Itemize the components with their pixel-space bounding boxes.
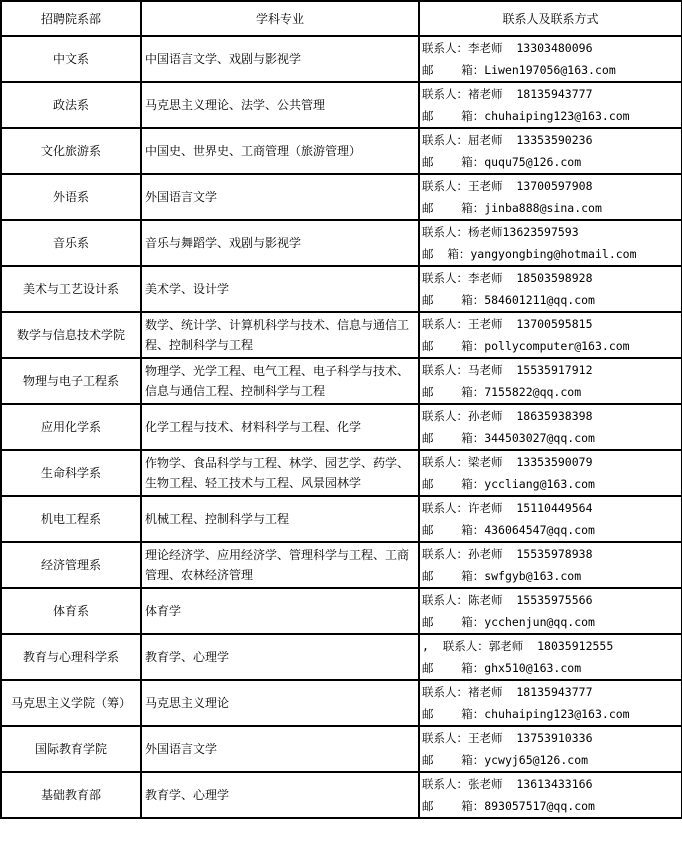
table-row [1, 680, 682, 726]
contact-person: 联系人：王老师 13700595815 [422, 317, 593, 331]
major-cell: 马克思主义理论 [141, 680, 419, 726]
dept-cell: 经济管理系 [1, 542, 141, 588]
contact-email: 邮 箱：ghx510@163.com [422, 661, 582, 675]
major-cell: 物理学、光学工程、电气工程、电子科学与技术、信息与通信工程、控制科学与工程 [141, 358, 419, 404]
contact-person: 联系人：王老师 13753910336 [422, 731, 593, 745]
contact-email: 邮 箱：584601211@qq.com [422, 293, 595, 307]
contact-email: 邮 箱：chuhaiping123@163.com [422, 109, 630, 123]
dept-cell: 文化旅游系 [1, 128, 141, 174]
table-row [1, 634, 682, 680]
dept-cell: 基础教育部 [1, 772, 141, 818]
contact-email: 邮 箱：swfgyb@163.com [422, 569, 582, 583]
contact-person: 联系人：褚老师 18135943777 [422, 685, 593, 699]
contact-cell [419, 680, 682, 726]
header-dept: 招聘院系部 [1, 1, 141, 36]
contact-email: 邮 箱：893057517@qq.com [422, 799, 595, 813]
table-row [1, 404, 682, 450]
dept-cell: 应用化学系 [1, 404, 141, 450]
contact-person: 联系人：屈老师 13353590236 [422, 133, 593, 147]
table-row [1, 82, 682, 128]
contact-person: 联系人：李老师 13303480096 [422, 41, 593, 55]
table-row [1, 772, 682, 818]
dept-cell: 机电工程系 [1, 496, 141, 542]
major-cell: 体育学 [141, 588, 419, 634]
contact-cell [419, 542, 682, 588]
contact-person: 联系人：杨老师13623597593 [422, 225, 579, 239]
table-row [1, 496, 682, 542]
header-row [1, 1, 682, 36]
contact-cell [419, 772, 682, 818]
contact-person: 联系人：马老师 15535917912 [422, 363, 593, 377]
major-cell: 美术学、设计学 [141, 266, 419, 312]
contact-email: 邮 箱：ycchenjun@qq.com [422, 615, 595, 629]
contact-cell [419, 266, 682, 312]
contact-email: 邮 箱：344503027@qq.com [422, 431, 595, 445]
table-row [1, 36, 682, 82]
contact-email: 邮 箱：Liwen197056@163.com [422, 63, 616, 77]
contact-person: 联系人：褚老师 18135943777 [422, 87, 593, 101]
major-cell: 中国语言文学、戏剧与影视学 [141, 36, 419, 82]
contact-cell [419, 450, 682, 496]
contact-email: 邮 箱：7155822@qq.com [422, 385, 582, 399]
header-major: 学科专业 [141, 1, 419, 36]
major-cell: 马克思主义理论、法学、公共管理 [141, 82, 419, 128]
table-row [1, 220, 682, 266]
contact-email: 邮 箱：ququ75@126.com [422, 155, 582, 169]
major-cell: 音乐与舞蹈学、戏剧与影视学 [141, 220, 419, 266]
contact-person: 联系人：陈老师 15535975566 [422, 593, 593, 607]
contact-cell [419, 36, 682, 82]
dept-cell: 体育系 [1, 588, 141, 634]
table-row [1, 542, 682, 588]
header-contact: 联系人及联系方式 [419, 1, 682, 36]
table-row [1, 726, 682, 772]
contact-person: 联系人：孙老师 18635938398 [422, 409, 593, 423]
major-cell: 机械工程、控制科学与工程 [141, 496, 419, 542]
dept-cell: 中文系 [1, 36, 141, 82]
contact-email: 邮 箱：jinba888@sina.com [422, 201, 602, 215]
contact-cell [419, 404, 682, 450]
contact-cell [419, 220, 682, 266]
contact-cell [419, 358, 682, 404]
major-cell: 作物学、食品科学与工程、林学、园艺学、药学、生物工程、轻工技术与工程、风景园林学 [141, 450, 419, 496]
contact-email: 邮 箱：yccliang@163.com [422, 477, 595, 491]
major-cell: 理论经济学、应用经济学、管理科学与工程、工商管理、农林经济管理 [141, 542, 419, 588]
contact-person: 联系人：张老师 13613433166 [422, 777, 593, 791]
contact-cell [419, 82, 682, 128]
dept-cell: 政法系 [1, 82, 141, 128]
major-cell: 中国史、世界史、工商管理（旅游管理） [141, 128, 419, 174]
contact-person: 联系人：李老师 18503598928 [422, 271, 593, 285]
dept-cell: 数学与信息技术学院 [1, 312, 141, 358]
table-row [1, 588, 682, 634]
dept-cell: 外语系 [1, 174, 141, 220]
contact-person: 联系人：梁老师 13353590079 [422, 455, 593, 469]
contact-email: 邮 箱：chuhaiping123@163.com [422, 707, 630, 721]
table-row [1, 266, 682, 312]
dept-cell: 马克思主义学院（筹） [1, 680, 141, 726]
major-cell: 化学工程与技术、材料科学与工程、化学 [141, 404, 419, 450]
table-row [1, 128, 682, 174]
table-row [1, 312, 682, 358]
contact-person: 联系人：王老师 13700597908 [422, 179, 593, 193]
table-row [1, 450, 682, 496]
dept-cell: 物理与电子工程系 [1, 358, 141, 404]
dept-cell: 生命科学系 [1, 450, 141, 496]
contact-person: , 联系人：郭老师 18035912555 [422, 639, 614, 653]
contact-cell [419, 174, 682, 220]
contact-cell [419, 634, 682, 680]
dept-cell: 国际教育学院 [1, 726, 141, 772]
contact-email: 邮 箱：yangyongbing@hotmail.com [422, 247, 637, 261]
major-cell: 教育学、心理学 [141, 634, 419, 680]
contact-person: 联系人：许老师 15110449564 [422, 501, 593, 515]
contact-person: 联系人：孙老师 15535978938 [422, 547, 593, 561]
contact-email: 邮 箱：436064547@qq.com [422, 523, 595, 537]
contact-cell [419, 588, 682, 634]
contact-email: 邮 箱：pollycomputer@163.com [422, 339, 630, 353]
contact-cell [419, 312, 682, 358]
dept-cell: 教育与心理科学系 [1, 634, 141, 680]
major-cell: 教育学、心理学 [141, 772, 419, 818]
major-cell: 外国语言文学 [141, 174, 419, 220]
contact-cell [419, 128, 682, 174]
contact-email: 邮 箱：ycwyj65@126.com [422, 753, 589, 767]
table-row [1, 358, 682, 404]
major-cell: 外国语言文学 [141, 726, 419, 772]
contact-cell [419, 726, 682, 772]
major-cell: 数学、统计学、计算机科学与技术、信息与通信工程、控制科学与工程 [141, 312, 419, 358]
dept-cell: 音乐系 [1, 220, 141, 266]
dept-cell: 美术与工艺设计系 [1, 266, 141, 312]
table-row [1, 174, 682, 220]
contact-cell [419, 496, 682, 542]
